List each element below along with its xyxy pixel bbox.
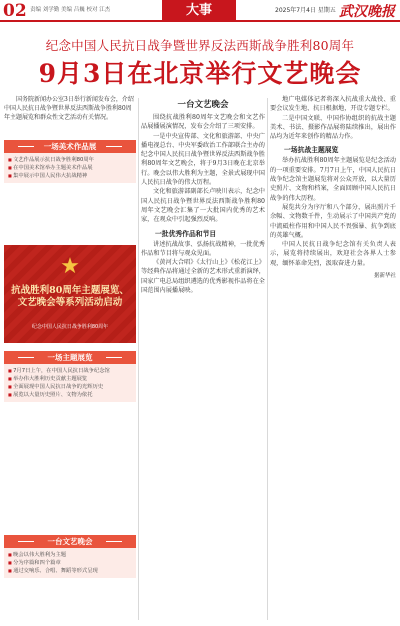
source-credit: 据新华社 bbox=[373, 273, 396, 280]
panel-line: ■ 分为序篇和四个篇章 bbox=[8, 559, 132, 567]
panel-line: ■ 在中国美术馆举办主题美术作品展 bbox=[8, 164, 132, 172]
panel-theme-exhibition bbox=[4, 351, 136, 402]
paragraph: 《黄河大合唱》《太行山上》《松花江上》等经典作品将通过全新的艺术形式重新演绎，国家广电总局组织遴选的优秀影视作品将在全国范围内展播展映。 bbox=[141, 259, 265, 295]
issue-date: 2025年7月4日 星期五 bbox=[275, 7, 336, 14]
panel-line: ■ 晚会以伟大胜利为主题 bbox=[8, 551, 132, 559]
panel-art-exhibition bbox=[4, 140, 136, 183]
paragraph: 展览共分为序厅和八个部分，展出照片千余幅、文物数千件，生动展示了中国共产党的中流砥柱作用和中国人民不畏强暴、抗争到底的英雄气概。 bbox=[270, 203, 396, 239]
panel-line: ■ 举办伟大胜利历史贡献主题展览 bbox=[8, 375, 132, 383]
right-column bbox=[270, 95, 396, 623]
article-title: 一台文艺晚会 bbox=[177, 100, 229, 110]
panel-line: ■ 通过交响乐、合唱、舞蹈等形式呈现 bbox=[8, 567, 132, 575]
paragraph: 一是中央宣传部、文化和旅游部、中央广播电视总台、中央军委政治工作部联合主办的纪念中国人民抗日战争暨世界反法西斯战争胜利80周年文艺晚会，将于9月3日晚在北京举行。晚会以伟大胜利为主题，全景式展现中国人民抗日战争的伟大历程。 bbox=[141, 132, 265, 187]
panel-gala bbox=[4, 535, 136, 578]
column-divider bbox=[138, 98, 139, 620]
headline-main: 9月3日在北京举行文艺晚会 bbox=[38, 59, 362, 88]
panel-title: 一台文艺晚会 bbox=[4, 535, 136, 548]
section-badge: 大事 bbox=[162, 0, 236, 21]
panel-line: ■ 集中展示中国人民伟大抗战精神 bbox=[8, 172, 132, 180]
newspaper-logo: 武汉晚报 bbox=[339, 4, 395, 20]
star-icon: ★ bbox=[60, 254, 80, 279]
panel-body bbox=[4, 153, 136, 183]
article-subhead: 一批优秀作品和节目 bbox=[155, 229, 217, 238]
page-number: 02 bbox=[3, 1, 27, 21]
paragraph: 围绕抗战胜利80周年文艺晚会和文艺作品展播展演情况，发布会介绍了三项安排。 bbox=[141, 114, 265, 131]
feature-cover-image bbox=[4, 245, 136, 343]
paragraph: 中国人民抗日战争纪念馆有关负责人表示，展览将持续展出，欢迎社会各界人士参观，缅怀革命先烈，汲取奋进力量。 bbox=[270, 241, 396, 267]
lead-summary: 国务院新闻办公室3日举行新闻发布会，介绍中国人民抗日战争暨世界反法西斯战争胜利80周年主题展览和群众性文艺活动有关情况。 bbox=[4, 96, 134, 121]
cover-subtitle: 纪念中国人民抗日战争胜利80周年 bbox=[31, 324, 109, 330]
panel-title: 一场美术作品展 bbox=[4, 140, 136, 153]
paragraph: 地广电媒体记者将深入抗战重大战役、重要会议发生地、抗日根据地，开设专题专栏。 bbox=[270, 96, 396, 113]
panel-line: ■ 展览以大量历史照片、文物为依托 bbox=[8, 391, 132, 399]
panel-line: ■ 文艺作品展示抗日战争胜利80周年 bbox=[8, 156, 132, 164]
paragraph: 举办抗战胜利80周年主题展览是纪念活动的一项重要安排。7月7日上午，中国人民抗日战争纪念馆主题展览将对公众开放，以大量历史照片、文物和档案，全面回顾中国人民抗日战争的伟大历程。 bbox=[270, 157, 396, 202]
panel-body bbox=[4, 364, 136, 402]
paragraph: 文化和旅游部副部长卢映川表示，纪念中国人民抗日战争暨世界反法西斯战争胜利80周年文艺晚会汇集了一大批国内优秀的艺术家，在观众中引起强烈反响。 bbox=[141, 188, 265, 224]
masthead bbox=[0, 0, 400, 22]
paragraph: 二是中国文联、中国作协组织的抗战主题美术、书法、摄影作品展将陆续推出，展出作品均为近年来创作的精品力作。 bbox=[270, 114, 396, 141]
panel-line: ■ 7月7日上午，在中国人民抗日战争纪念馆 bbox=[8, 367, 132, 375]
cover-title: 抗战胜利80周年主题展览、文艺晚会等系列活动启动 bbox=[11, 285, 129, 308]
editor-credits: 责编 刘学勤 美编 吕巍 校对 江杰 bbox=[30, 7, 111, 13]
panel-line: ■ 全面展现中国人民抗日战争的光辉历史 bbox=[8, 383, 132, 391]
panel-title: 一场主题展览 bbox=[4, 351, 136, 364]
left-column bbox=[4, 95, 136, 623]
panel-body bbox=[4, 548, 136, 578]
headline-kicker: 纪念中国人民抗日战争暨世界反法西斯战争胜利80周年 bbox=[45, 38, 355, 53]
middle-column bbox=[141, 95, 265, 623]
column-divider bbox=[267, 98, 268, 620]
article-subhead: 一场抗战主题展览 bbox=[284, 146, 339, 155]
paragraph: 讲述抗战故事、弘扬抗战精神，一批优秀作品和节目将与观众见面。 bbox=[141, 240, 265, 257]
